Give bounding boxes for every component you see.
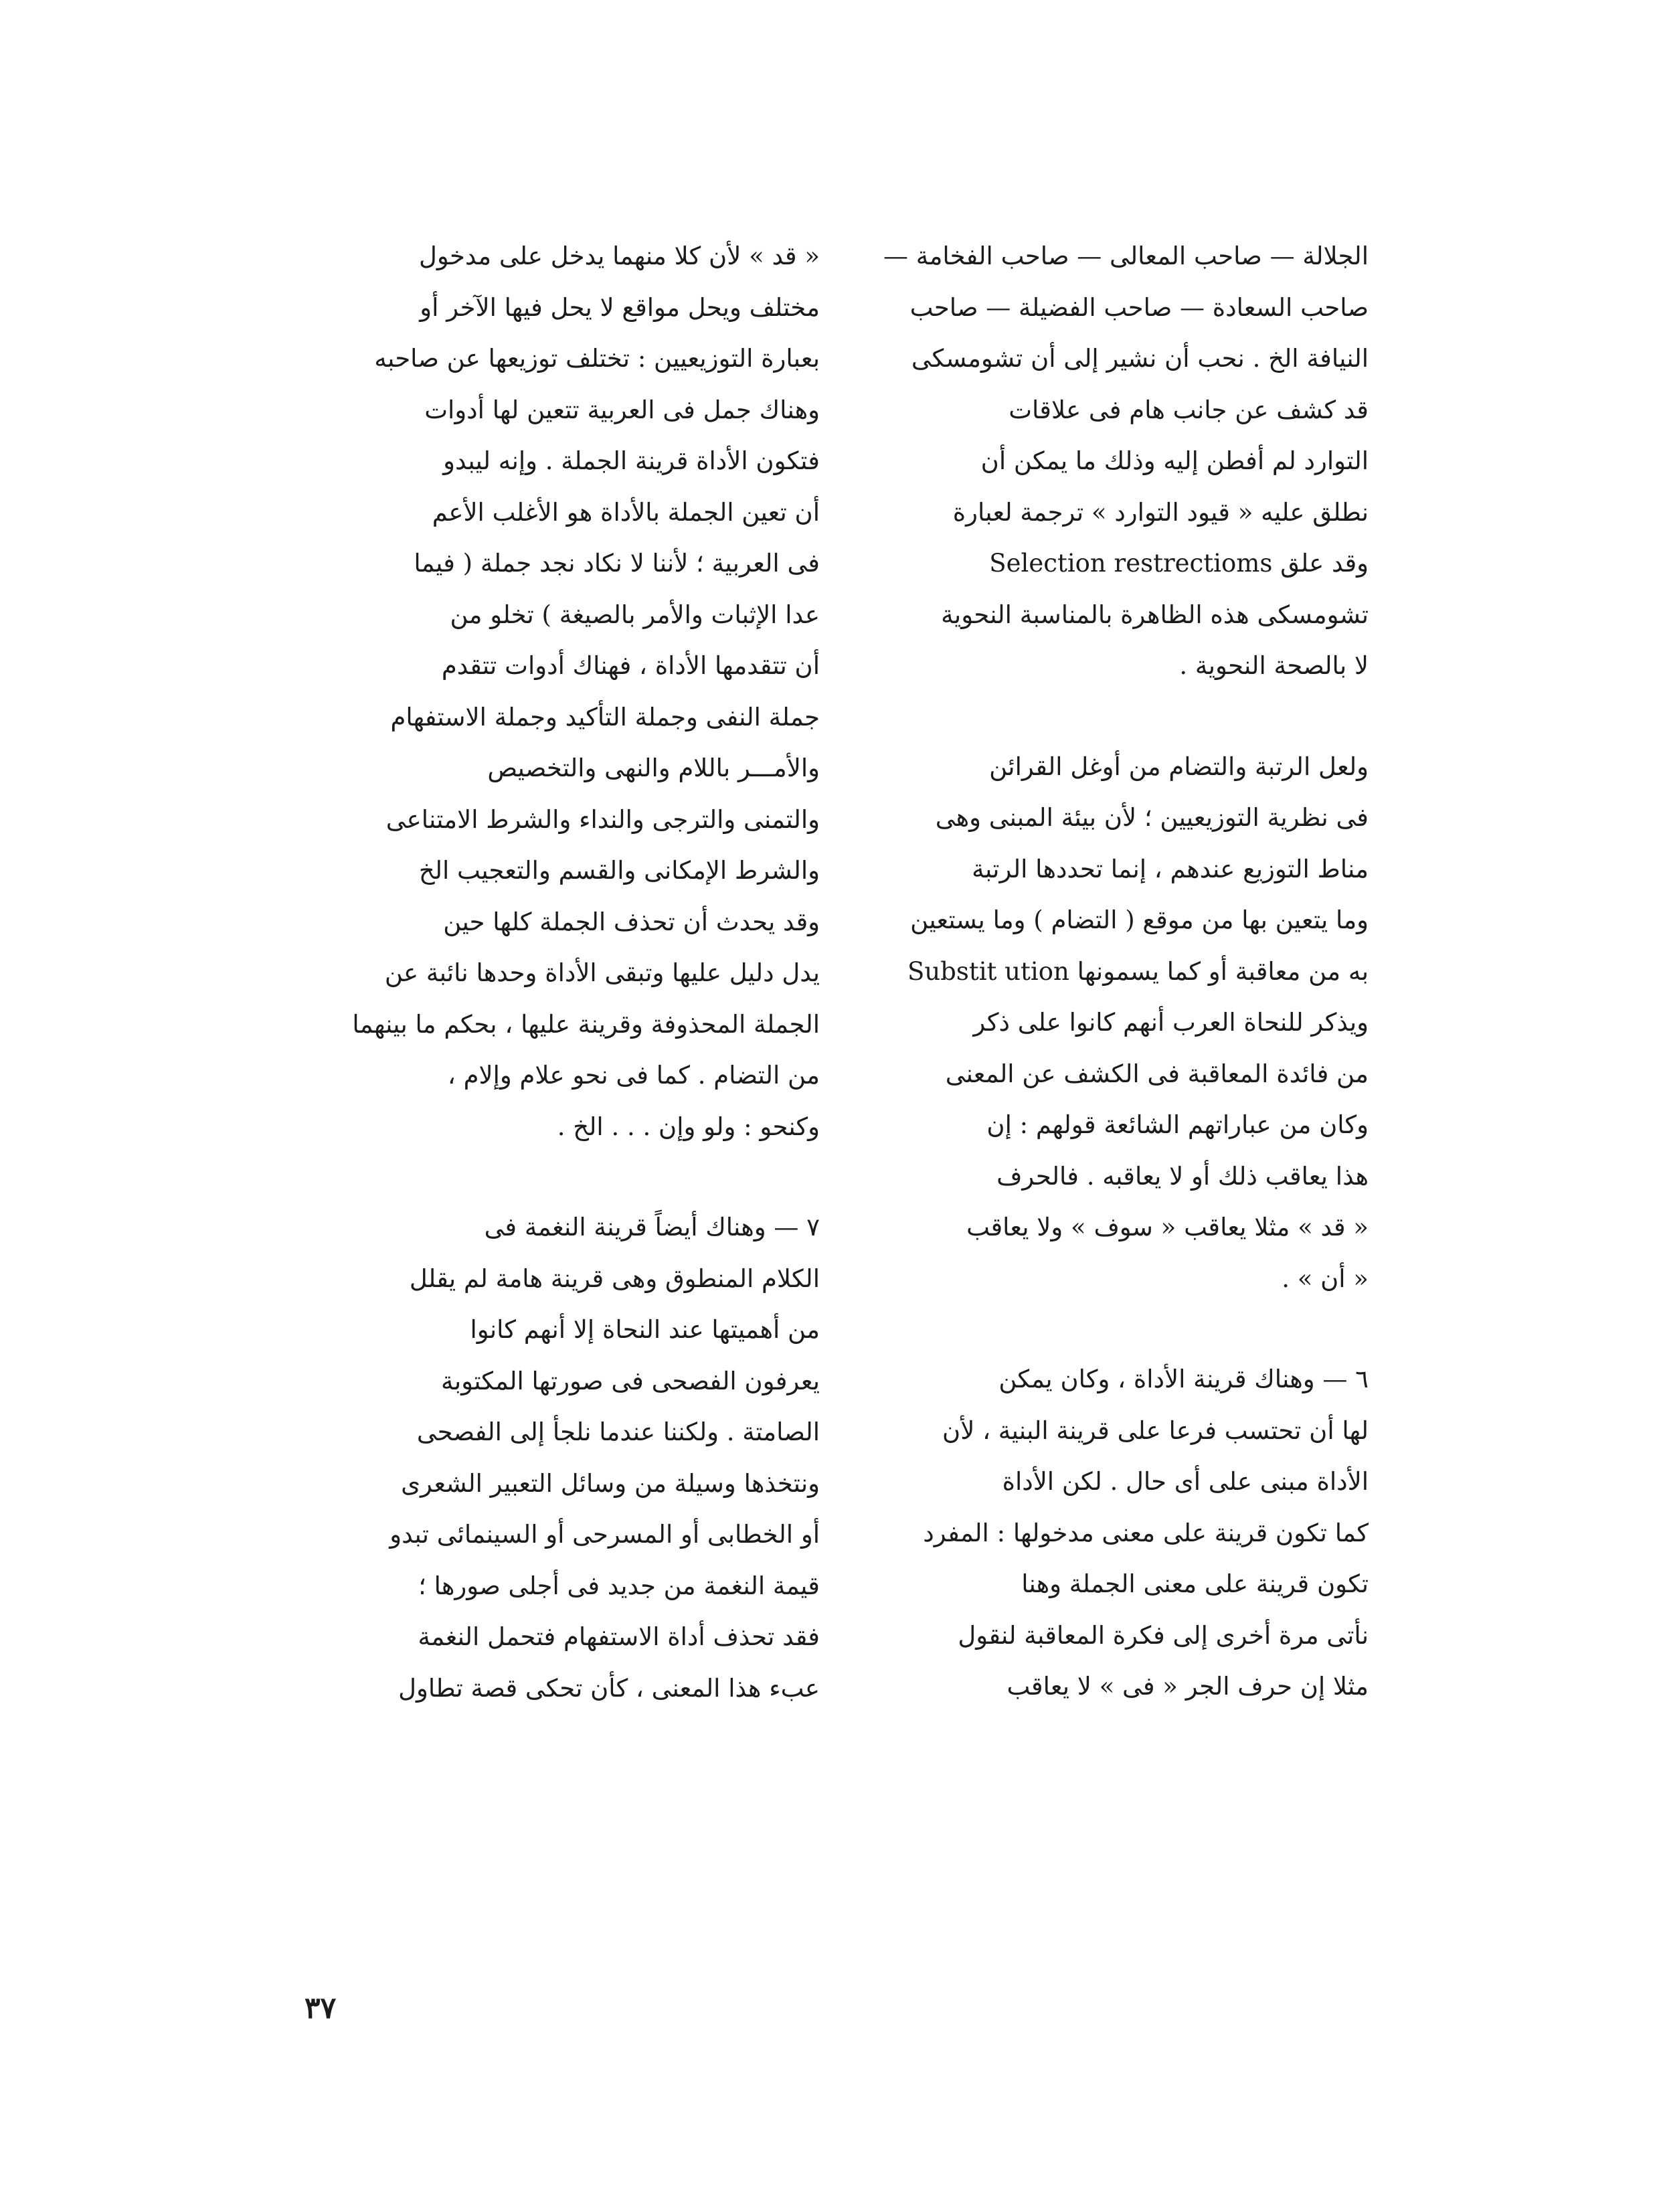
text-line: والشرط الإمكانى والقسم والتعجيب الخ [418, 856, 820, 885]
text-line: الأداة مبنى على أى حال . لكن الأداة [1002, 1467, 1369, 1496]
text-line: بعبارة التوزيعيين : تختلف توزيعها عن صاحبه [374, 344, 820, 373]
text-line: الصامتة . ولكننا عندما نلجأ إلى الفصحى [416, 1418, 820, 1446]
right-paragraph-2 [833, 742, 1369, 1305]
text-line: من فائدة المعاقبة فى الكشف عن المعنى [945, 1059, 1369, 1088]
text-line: الكلام المنطوق وهى قرينة هامة لم يقلل [409, 1264, 820, 1293]
text-line: وهناك جمل فى العربية تتعين لها أدوات [424, 395, 820, 424]
text-line: هذا يعاقب ذلك أو لا يعاقبه . فالحرف [996, 1161, 1369, 1191]
text-line: « أن » . [1282, 1264, 1369, 1293]
text-line: تشومسكى هذه الظاهرة بالمناسبة النحوية [941, 600, 1369, 629]
text-line: ٦ — وهناك قرينة الأداة ، وكان يمكن [998, 1365, 1369, 1393]
text-line: صاحب السعادة — صاحب الفضيلة — صاحب [909, 292, 1369, 322]
left-column [284, 231, 820, 1714]
text-line: وكان من عباراتهم الشائعة قولهم : إن [986, 1110, 1369, 1139]
text-line: عدا الإثبات والأمر بالصيغة ) تخلو من [450, 600, 820, 629]
text-line: جملة النفى وجملة التأكيد وجملة الاستفهام [390, 702, 820, 732]
right-paragraph-3 [833, 1354, 1369, 1713]
text-line: قيمة النغمة من جديد فى أجلى صورها ؛ [418, 1571, 820, 1600]
text-line: ونتخذها وسيلة من وسائل التعبير الشعرى [401, 1468, 820, 1498]
text-line: لا بالصحة النحوية . [1179, 651, 1369, 680]
text-line: به من معاقبة أو كما يسمونها Substit ution [907, 956, 1369, 986]
text-line: الجملة المحذوفة وقرينة عليها ، بحكم ما بينهما [352, 1009, 820, 1039]
text-line: فى نظرية التوزيعيين ؛ لأن بيئة المبنى وهى [935, 803, 1369, 832]
text-line: وقد يحدث أن تحذف الجملة كلها حين [443, 907, 820, 936]
text-line: والتمنى والترجى والنداء والشرط الامتناعى [385, 804, 820, 834]
text-line: التوارد لم أفطن إليه وذلك ما يمكن أن [980, 446, 1369, 475]
text-line: ولعل الرتبة والتضام من أوغل القرائن [989, 752, 1369, 781]
text-line: عبء هذا المعنى ، كأن تحكى قصة تطاول [398, 1673, 820, 1703]
right-paragraph-1 [833, 231, 1369, 692]
text-line: وكنحو : ولو وإن . . . الخ . [557, 1112, 820, 1141]
text-line: تكون قرينة على معنى الجملة وهنا [1021, 1569, 1369, 1598]
text-line: النيافة الخ . نحب أن نشير إلى أن تشومسكى [911, 344, 1369, 373]
text-line: كما تكون قرينة على معنى مدخولها : المفرد [923, 1518, 1369, 1547]
text-line: من أهميتها عند النحاة إلا أنهم كانوا [470, 1315, 820, 1344]
text-line: أن تتقدمها الأداة ، فهناك أدوات تتقدم [441, 651, 820, 680]
text-line: مختلف ويحل مواقع لا يحل فيها الآخر أو [420, 292, 820, 322]
paragraph-gap [833, 692, 1369, 742]
text-line: ٧ — وهناك أيضاً قرينة النغمة فى [484, 1213, 820, 1242]
text-line: « قد » مثلا يعاقب « سوف » ولا يعاقب [966, 1213, 1369, 1242]
paragraph-gap [284, 1153, 820, 1202]
text-line: أن تعين الجملة بالأداة هو الأغلب الأعم [432, 497, 820, 527]
text-line: لها أن تحتسب فرعا على قرينة البنية ، لأن [942, 1416, 1369, 1445]
text-line: فقد تحذف أداة الاستفهام فتحمل النغمة [418, 1622, 820, 1651]
page-number: ٣٧ [304, 1991, 337, 2025]
text-line: الجلالة — صاحب المعالى — صاحب الفخامة — [883, 242, 1369, 270]
text-line: وما يتعين بها من موقع ( التضام ) وما يستعين [910, 906, 1369, 934]
text-line: نطلق عليه « قيود التوارد » ترجمة لعبارة [952, 497, 1369, 527]
text-line: قد كشف عن جانب هام فى علاقات [1009, 395, 1369, 424]
paragraph-gap [833, 1304, 1369, 1354]
text-line: مناط التوزيع عندهم ، إنما تحددها الرتبة [972, 854, 1369, 883]
text-line: والأمـــر باللام والنهى والتخصيص [487, 754, 820, 782]
text-line: « قد » لأن كلا منهما يدخل على مدخول [418, 242, 820, 270]
text-line: من التضام . كما فى نحو علام وإلام ، [447, 1061, 820, 1090]
right-column [833, 231, 1369, 1713]
left-paragraph-2 [284, 1202, 820, 1714]
text-line: فتكون الأداة قرينة الجملة . وإنه ليبدو [443, 446, 820, 475]
text-line: مثلا إن حرف الجر « فى » لا يعاقب [1007, 1672, 1369, 1701]
text-line: ويذكر للنحاة العرب أنهم كانوا على ذكر [973, 1008, 1369, 1037]
text-line: فى العربية ؛ لأننا لا نكاد نجد جملة ( فيما [414, 549, 820, 578]
text-line: يعرفون الفصحى فى صورتها المكتوبة [440, 1366, 820, 1395]
text-line: نأتى مرة أخرى إلى فكرة المعاقبة لنقول [958, 1620, 1369, 1650]
text-line-latin: Selection restrectioms وقد علق [989, 549, 1369, 578]
left-paragraph-1 [284, 231, 820, 1153]
text-line: أو الخطابى أو المسرحى أو السينمائى تبدو [389, 1520, 820, 1549]
text-line: يدل دليل عليها وتبقى الأداة وحدها نائبة عن [384, 958, 820, 987]
